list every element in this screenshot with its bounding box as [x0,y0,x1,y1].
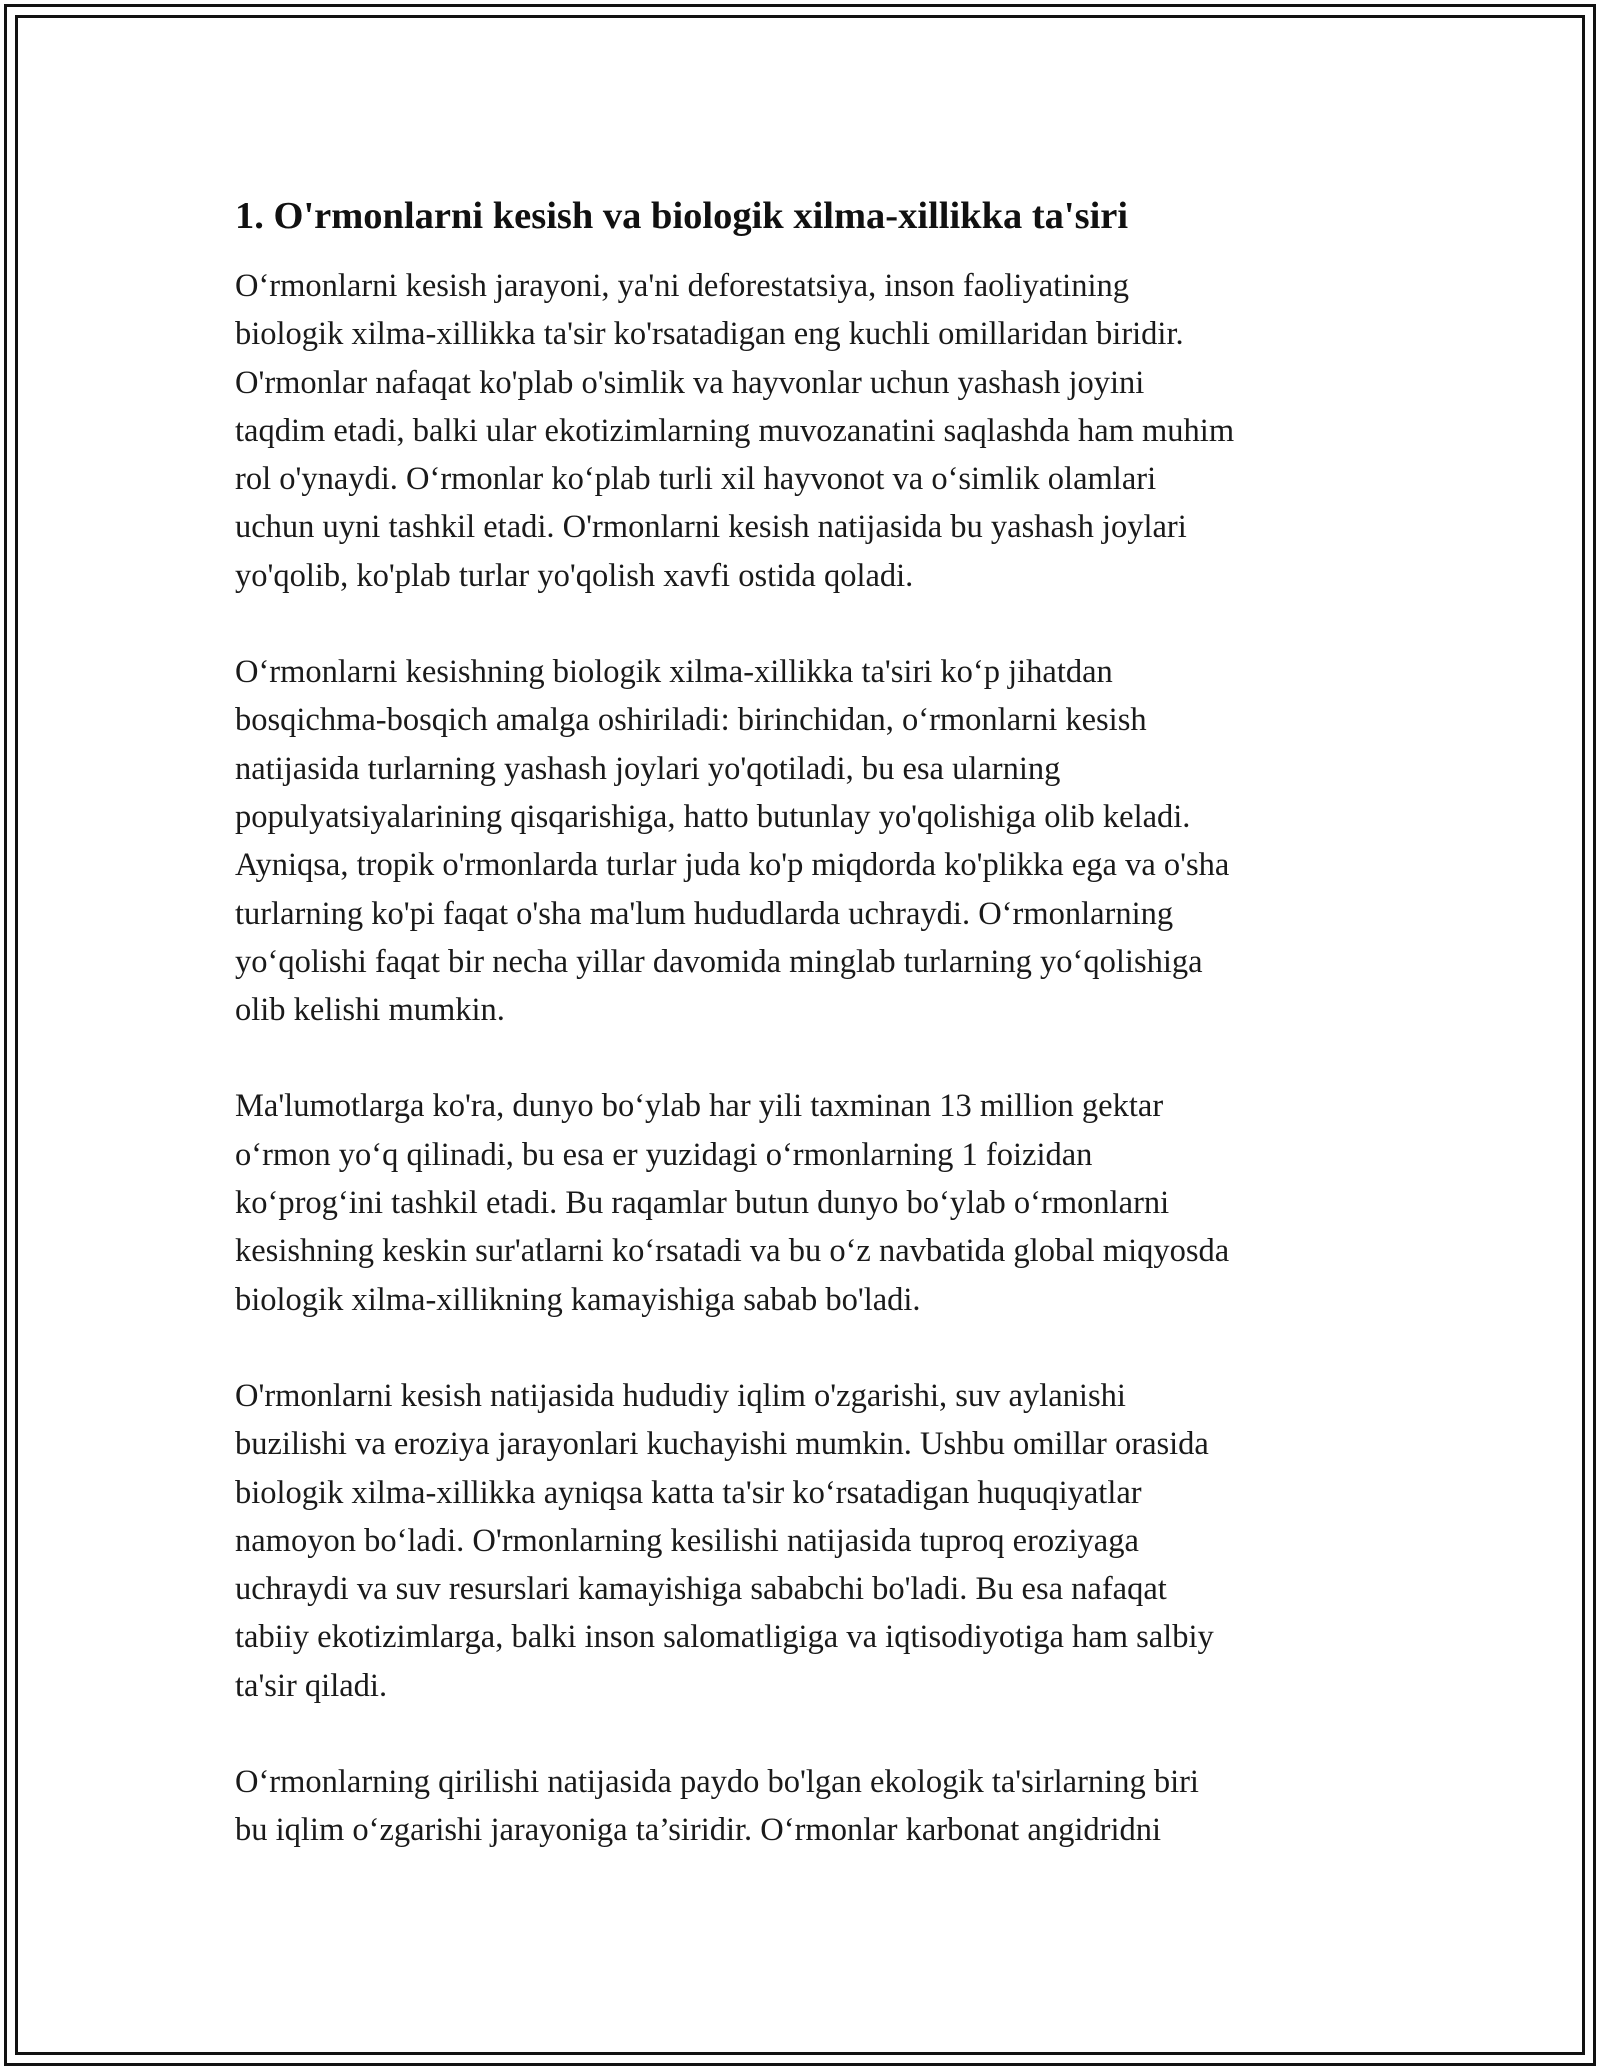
text-line: Ma'lumotlarga ko'ra, dunyo bo‘ylab har yili taxminan 13 million gektar [235,1088,1164,1125]
text-line: uchun uyni tashkil etadi. O'rmonlarni kesish natijasida bu yashash joylari [235,509,1187,546]
text-line: biologik xilma-xillikka ayniqsa katta ta'sir ko‘rsatadigan huquqiyatlar [235,1474,1142,1511]
text-line: tabiiy ekotizimlarga, balki inson salomatligiga va iqtisodiyotiga ham salbiy [235,1619,1214,1656]
text-line: populyatsiyalarining qisqarishiga, hatto butunlay yo'qolishiga olib keladi. [235,798,1191,835]
text-line: O'rmonlarni kesish natijasida hududiy iqlim o'zgarishi, suv aylanishi [235,1377,1126,1414]
paragraph-2 [235,648,1365,1034]
section-title: 1. O'rmonlarni kesish va biologik xilma-xillikka ta'siri [235,195,1129,237]
text-line: kesishning keskin sur'atlarni ko‘rsatadi va bu o‘z navbatida global miqyosda [235,1233,1230,1270]
text-line: buzilishi va eroziya jarayonlari kuchayishi mumkin. Ushbu omillar orasida [235,1426,1209,1463]
text-line: turlarning ko'pi faqat o'sha ma'lum hududlarda uchraydi. O‘rmonlarning [235,895,1174,932]
text-line: rol o'ynaydi. O‘rmonlar ko‘plab turli xil hayvonot va o‘simlik olamlari [235,461,1157,498]
text-line: bosqichma-bosqich amalga oshiriladi: birinchidan, o‘rmonlarni kesish [235,702,1147,739]
text-line: uchraydi va suv resurslari kamayishiga sababchi bo'ladi. Bu esa nafaqat [235,1571,1167,1608]
paragraph-1 [235,262,1365,600]
text-line: natijasida turlarning yashash joylari yo'qotiladi, bu esa ularning [235,750,1061,787]
paragraph-4 [235,1372,1365,1710]
text-line: O‘rmonlarni kesish jarayoni, ya'ni deforestatsiya, inson faoliyatining [235,268,1129,304]
document-body [235,190,1365,1903]
text-line: O‘rmonlarni kesishning biologik xilma-xillikka ta'siri ko‘p jihatdan [235,654,1113,691]
text-line: O'rmonlar nafaqat ko'plab o'simlik va hayvonlar uchun yashash joyini [235,364,1145,401]
text-line: Ayniqsa, tropik o'rmonlarda turlar juda ko'p miqdorda ko'plikka ega va o'sha [235,847,1230,884]
text-line: biologik xilma-xillikka ta'sir ko'rsatadigan eng kuchli omillaridan biridir. [235,316,1184,353]
text-line: o‘rmon yo‘q qilinadi, bu esa er yuzidagi o‘rmonlarning 1 foizidan [235,1136,1093,1173]
text-line: taqdim etadi, balki ular ekotizimlarning muvozanatini saqlashda ham muhim [235,412,1235,449]
text-line: ko‘prog‘ini tashkil etadi. Bu raqamlar butun dunyo bo‘ylab o‘rmonlarni [235,1185,1170,1222]
text-line: olib kelishi mumkin. [235,992,505,1029]
text-line: O‘rmonlarning qirilishi natijasida paydo bo'lgan ekologik ta'sirlarning biri [235,1764,1199,1801]
paragraph-3 [235,1082,1365,1323]
text-line: yo‘qolishi faqat bir necha yillar davomida minglab turlarning yo‘qolishiga [235,943,1203,980]
text-line: bu iqlim o‘zgarishi jarayoniga ta’siridir. O‘rmonlar karbonat angidridni [235,1812,1162,1849]
text-line: biologik xilma-xillikning kamayishiga sabab bo'ladi. [235,1281,921,1318]
text-line: yo'qolib, ko'plab turlar yo'qolish xavfi ostida qoladi. [235,557,914,594]
text-line: ta'sir qiladi. [235,1667,388,1704]
text-line: namoyon bo‘ladi. O'rmonlarning kesilishi natijasida tuproq eroziyaga [235,1522,1139,1559]
paragraph-5 [235,1758,1365,1855]
